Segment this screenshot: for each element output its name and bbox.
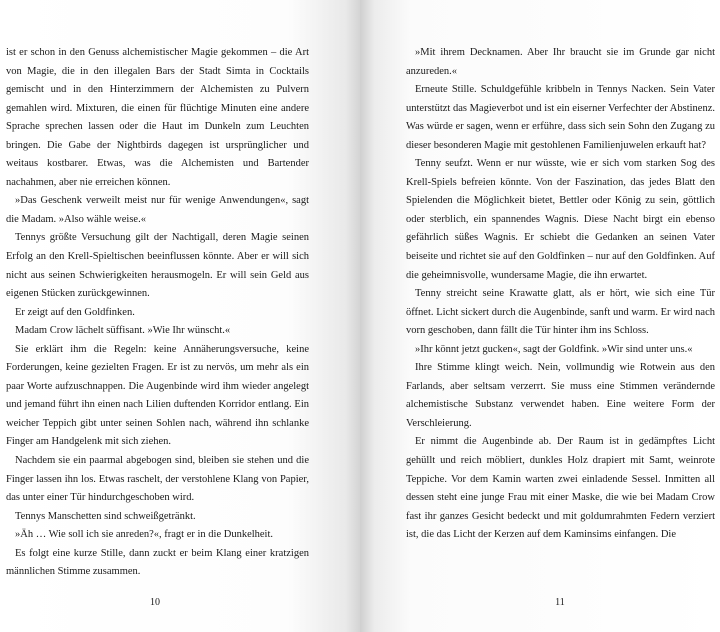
paragraph: Er zeigt auf den Goldfinken. <box>15 306 135 318</box>
paragraph: Erneute Stille. Schuldgefühle kribbeln in Tennys Nacken. Sein Vater unterstützt das Magieverbot und ist ein eiserner Verfechter der Abstinenz. Was würde er sagen, wenn er erführe, dass sich sein Sohn den Zugang zu dieser besonderen Magie mit gestohlenen Familienjuwelen erkauft hat? <box>406 84 715 151</box>
paragraph: Tennys Manschetten sind schweißgetränkt. <box>15 510 196 522</box>
paragraph: Madam Crow lächelt süffisant. »Wie Ihr wünscht.« <box>15 325 231 337</box>
paragraph: ist er schon in den Genuss alchemistischer Magie gekommen – die Art von Magie, die in den illegalen Bars der Stadt Simta in Cocktails gemischt und in den Hinterzimmern der Alchemisten zu Pulvern gemahlen wird. Mixturen, die einen für flüchtige Minuten eine andere Sprache sprechen lassen oder die Haut im Dunkeln zum Leuchten bringen. Die Gabe der Nightbirds dagegen ist ursprünglicher und weitaus kostbarer. Etwas, was die Alchemisten und Bartender nachahmen, aber nie erreichen können. <box>6 47 309 188</box>
left-page-text <box>6 44 309 582</box>
paragraph: Sie erklärt ihm die Regeln: keine Annäherungsversuche, keine Forderungen, keine gezielten Fragen. Er ist zu nervös, um mehr als ein paar Worte aufzuschnappen. Die Augenbinde wird ihm wieder angelegt und jemand führt ihn einen nach Lilien duftenden Korridor entlang. Ein weicher Teppich gibt unter seinen Sohlen nach, während ihn schlanke Finger am Handgelenk mit sich ziehen. <box>6 343 309 448</box>
paragraph: Ihre Stimme klingt weich. Nein, vollmundig wie Rotwein aus den Farlands, aber seltsam verzerrt. Sie muss eine Stimmen verändernde alchemistische Substanz verwendet haben. Eine weitere Form der Verschleierung. <box>406 362 715 429</box>
page-number: 11 <box>555 597 565 608</box>
paragraph: Tennys größte Versuchung gilt der Nachtigall, deren Magie seinen Erfolg an den Krell-Spieltischen beeinflussen könnte. Aber er will sich nicht aus seinen Schwierigkeiten herausmogeln. Er will sein Geld aus eigenen Stücken zurückgewinnen. <box>6 232 309 300</box>
page-number: 10 <box>150 597 160 608</box>
right-page-text <box>406 44 715 545</box>
paragraph: »Ihr könnt jetzt gucken«, sagt der Goldfink. »Wir sind unter uns.« <box>415 343 693 355</box>
right-page <box>360 0 720 632</box>
paragraph: Er nimmt die Augenbinde ab. Der Raum ist in gedämpftes Licht gehüllt und reich möbliert, dunkles Holz drapiert mit Samt, weinrote Teppiche. Vor dem Kamin warten zwei einladende Sessel. Inmitten all dessen steht eine junge Frau mit einer Maske, die wie bei Madam Crow fast ihr ganzes Gesicht bedeckt und mit goldumrahmten Federn verziert ist, die das Licht der Kerzen auf dem Kaminsims einfangen. Die <box>406 436 715 541</box>
paragraph: »Mit ihrem Decknamen. Aber Ihr braucht sie im Grunde gar nicht anzureden.« <box>406 47 715 77</box>
paragraph: Tenny streicht seine Krawatte glatt, als er hört, wie sich eine Tür öffnet. Licht sickert durch die Augenbinde, sanft und warm. Er wird nach vorn geschoben, dann fällt die Tür hinter ihm ins Schloss. <box>406 288 715 337</box>
paragraph: »Äh … Wie soll ich sie anreden?«, fragt er in die Dunkelheit. <box>15 529 274 541</box>
paragraph: »Das Geschenk verweilt meist nur für wenige Anwendungen«, sagt die Madam. »Also wähle weise.« <box>6 195 309 225</box>
paragraph: Nachdem sie ein paarmal abgebogen sind, bleiben sie stehen und die Finger lassen ihn los. Etwas raschelt, der verstohlene Klang von Papier, das unter einer Tür hindurchgeschoben wird. <box>6 455 309 504</box>
paragraph: Tenny seufzt. Wenn er nur wüsste, wie er sich vom starken Sog des Krell-Spiels befreien könnte. Von der Faszination, das jedes Blatt den Spielenden die Möglichkeit bietet, Bettler oder König zu sein, göttlich oder sterblich, ein spannendes Wagnis. Diese Nacht birgt ein ebenso gefährlich süßes Wagnis. Er schiebt die Gedanken an seinen Vater beiseite und richtet sie auf den Goldfinken – nur auf den Goldfinken. Auf die geheimnisvolle, wundersame Magie, die ihn erwartet. <box>406 158 715 281</box>
paragraph: Es folgt eine kurze Stille, dann zuckt er beim Klang einer kratzigen männlichen Stimme zusammen. <box>6 547 309 578</box>
